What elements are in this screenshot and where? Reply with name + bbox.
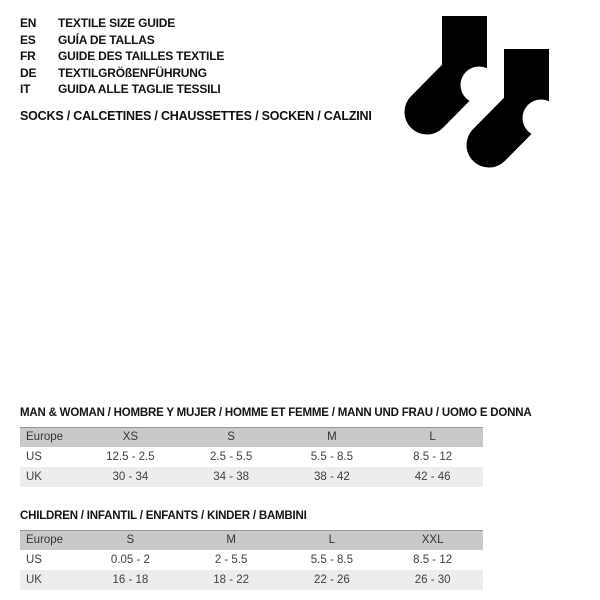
region-label: UK: [26, 573, 42, 586]
size-value: 2 - 5.5: [214, 553, 248, 566]
table-row-uk: [20, 570, 483, 590]
table-header-row: [20, 531, 483, 550]
language-row-fr: [20, 48, 224, 65]
size-value: 2.5 - 5.5: [210, 450, 253, 463]
size-value: 5.5 - 8.5: [310, 553, 353, 566]
column-header-s: S: [227, 431, 235, 444]
language-code: ES: [20, 32, 36, 47]
sock-left-shape: [427, 16, 498, 112]
socks-icon: [402, 12, 567, 174]
language-label: GUIDA ALLE TAGLIE TESSILI: [58, 82, 221, 97]
size-value: 18 - 22: [213, 573, 250, 586]
children-section-title: CHILDREN / INFANTIL / ENFANTS / KINDER / BAMBINI: [20, 510, 307, 522]
language-label: TEXTILGRÖßENFÜHRUNG: [58, 65, 207, 80]
column-header-s: S: [126, 534, 135, 547]
man-woman-size-table: [20, 427, 483, 487]
column-header-l: L: [328, 534, 336, 547]
size-value: 42 - 46: [414, 470, 451, 483]
size-value: 26 - 30: [414, 573, 451, 586]
size-value: 8.5 - 12: [413, 450, 453, 463]
sock-right-shape: [489, 49, 560, 145]
size-value: 5.5 - 8.5: [310, 450, 353, 463]
size-value: 12.5 - 2.5: [106, 450, 155, 463]
region-label: UK: [26, 470, 42, 483]
table-row-us: [20, 550, 483, 570]
size-value: 34 - 38: [213, 470, 250, 483]
column-header-europe: Europe: [26, 534, 64, 547]
man-woman-section-title: MAN & WOMAN / HOMBRE Y MUJER / HOMME ET FEMME / MANN UND FRAU / UOMO E DONNA: [20, 407, 532, 419]
column-header-europe: Europe: [26, 431, 64, 444]
region-label: US: [26, 450, 42, 463]
language-label: GUÍA DE TALLAS: [58, 32, 155, 47]
language-row-es: [20, 32, 224, 49]
table-header-row: [20, 428, 483, 447]
column-header-xxl: XXL: [421, 534, 444, 547]
category-line: SOCKS / CALCETINES / CHAUSSETTES / SOCKEN / CALZINI: [20, 109, 372, 123]
language-code: FR: [20, 49, 36, 64]
children-section: [20, 509, 483, 590]
language-code: EN: [20, 16, 37, 30]
language-label: GUIDE DES TAILLES TEXTILE: [58, 49, 225, 64]
language-code: IT: [20, 82, 31, 97]
size-value: 16 - 18: [112, 573, 149, 586]
language-list: [20, 15, 224, 98]
size-value: 30 - 34: [112, 470, 149, 483]
column-header-m: M: [327, 431, 337, 444]
region-label: US: [26, 553, 42, 566]
language-code: DE: [20, 65, 37, 80]
table-row-us: [20, 447, 483, 467]
column-header-m: M: [226, 534, 236, 547]
language-row-it: [20, 81, 224, 98]
size-value: 0.05 - 2: [110, 553, 150, 566]
table-row-uk: [20, 467, 483, 487]
language-row-en: [20, 15, 224, 32]
column-header-l: L: [429, 431, 436, 444]
man-woman-section: [20, 406, 532, 487]
language-row-de: [20, 65, 224, 82]
size-value: 22 - 26: [313, 573, 350, 586]
size-value: 38 - 42: [313, 470, 350, 483]
children-size-table: [20, 530, 483, 590]
size-value: 8.5 - 12: [413, 553, 453, 566]
column-header-xs: XS: [122, 431, 139, 444]
language-label: TEXTILE SIZE GUIDE: [58, 16, 176, 30]
